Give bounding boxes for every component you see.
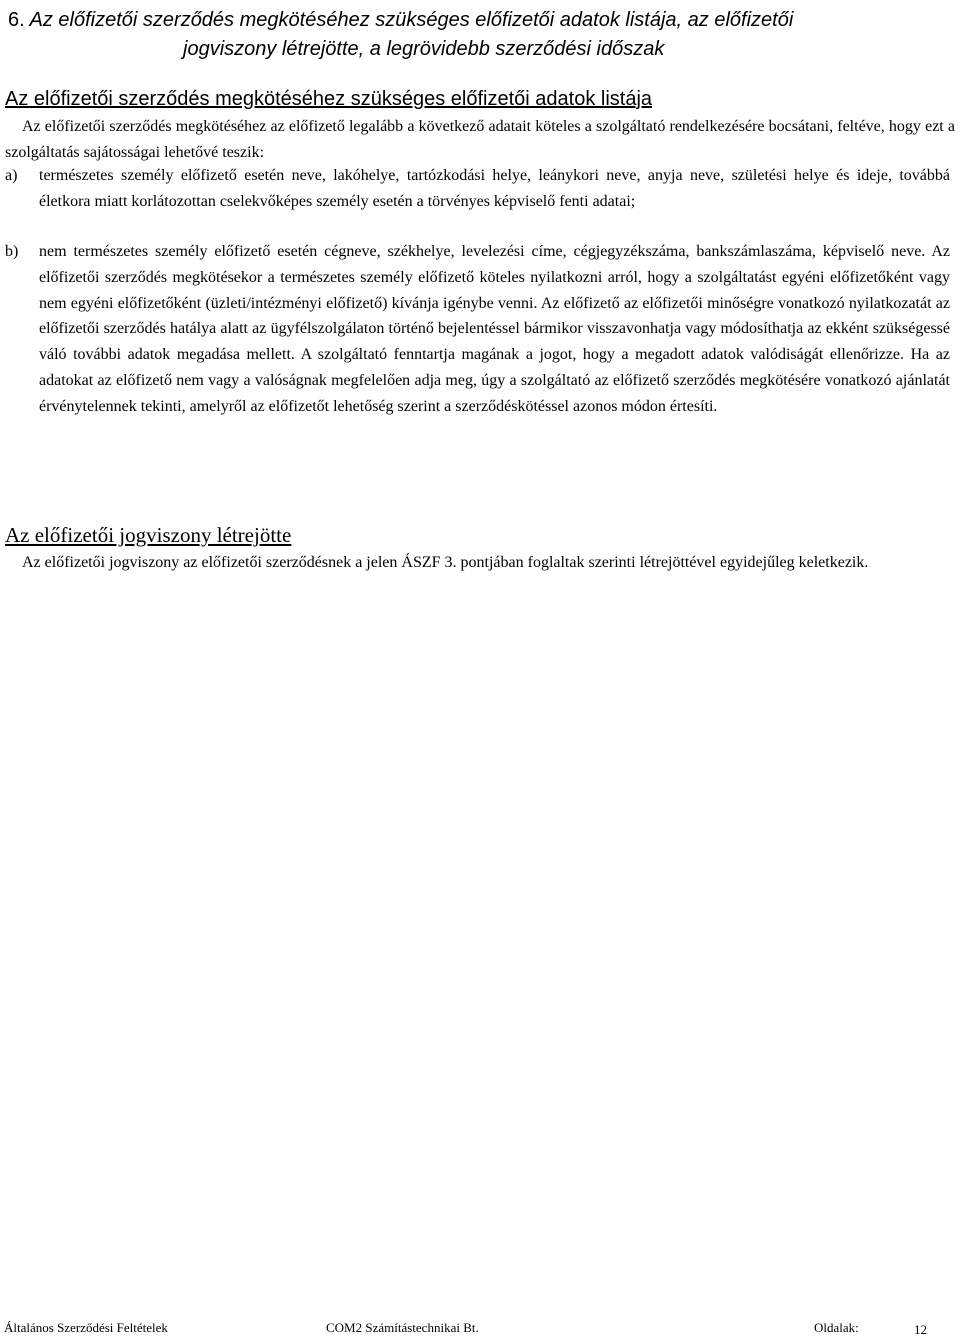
list-item-text: természetes személy előfizető esetén neve, lakóhelye, tartózkodási helye, leánykori neve, anyja neve, születési helye és ideje, továbbá életkora miatt korlátozottan cselekvőképes személy esetén a törvényes képviselő fenti adatai; — [39, 167, 950, 210]
section-title-line2: jogviszony létrejötte, a legrövidebb szerződési időszak — [183, 38, 665, 60]
list-item-text: nem természetes személy előfizető esetén cégneve, székhelye, levelezési címe, cégjegyzékszáma, bankszámlaszáma, képviselő neve. Az előfizetői szerződés megkötésekor a természetes személy előfizető köteles nyilatkozni arról, hogy a szolgáltatást egyéni előfizetőként vagy nem egyéni előfizetőként (üzleti/intézményi előfizető) kívánja igénybe venni. Az előfizető az előfizetői minőségre vonatkozó nyilatkozatát az előfizetői szerződés hatálya alatt az ügyfélszolgálaton történő bejelentéssel bármikor visszavonhatja vagy módosíthatja az ekként szükségessé váló további adatok megadása mellett. A szolgáltató fenntartja magának a jogot, hogy a megadott adatok valódiságát ellenőrizze. Ha az adatokat az előfizető nem vagy a valóságnak megfelelően adja meg, úgy a szolgáltató az előfizető szerződés megkötésére vonatkozó ajánlatát érvénytelennek tekinti, amelyről az előfizetőt lehetőség szerint a szerződéskötéssel azonos módon értesíti. — [39, 243, 950, 415]
list-item — [5, 163, 950, 215]
section-number: 6. — [8, 9, 25, 31]
jogviszony-heading: Az előfizetői jogviszony létrejötte — [5, 523, 292, 547]
footer-pages-label: Oldalak: — [814, 1320, 859, 1335]
footer-document-title: Általános Szerződési Feltételek — [4, 1320, 168, 1335]
section-title-line1: Az előfizetői szerződés megkötéséhez szükséges előfizetői adatok listája, az előfizetői — [29, 9, 794, 31]
list-item — [5, 239, 950, 420]
list-section-intro: Az előfizetői szerződés megkötéséhez az előfizető legalább a következő adatait köteles a szolgáltató rendelkezésére bocsátani, feltéve, hogy ezt a szolgáltatás sajátosságai lehetővé teszik: — [5, 118, 955, 161]
list-item-marker: a) — [5, 167, 18, 184]
footer-page-number: 12 — [914, 1322, 927, 1337]
jogviszony-text: Az előfizetői jogviszony az előfizetői szerződésnek a jelen ÁSZF 3. pontjában foglaltak szerinti létrejöttével egyidejűleg keletkezik. — [22, 554, 869, 571]
list-section-heading: Az előfizetői szerződés megkötéséhez szükséges előfizetői adatok listája — [5, 88, 653, 110]
section-title — [8, 6, 952, 64]
list-item-marker: b) — [5, 243, 19, 260]
footer-company: COM2 Számítástechnikai Bt. — [326, 1320, 479, 1335]
